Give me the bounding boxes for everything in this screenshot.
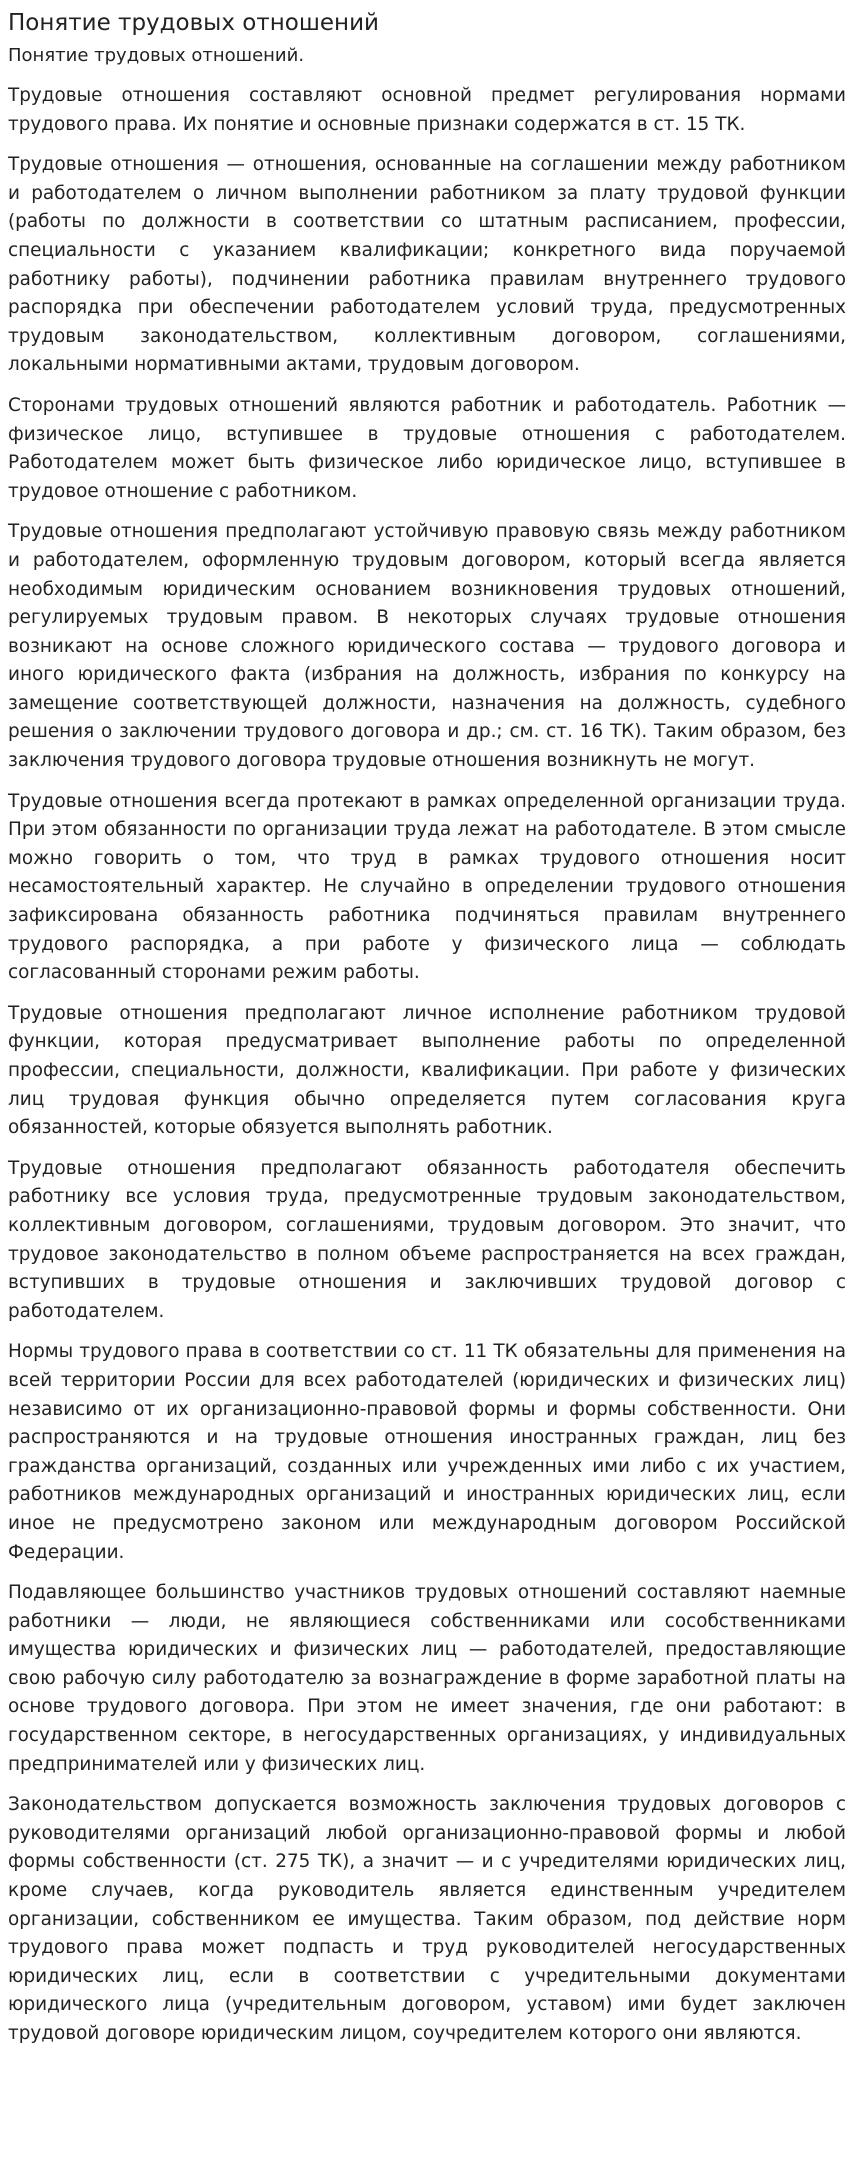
paragraph-9: Подавляющее большинство участников трудовых отношений составляют наемные работники — люди, не являющиеся собственниками или сособственниками имущества юридических и физических лиц — работодателей, предоставляющие свою рабочую силу работодателю за вознаграждение в форме заработной платы на основе трудового договора. При этом не имеет значения, где они работают: в государственном секторе, в негосударственных организациях, у индивидуальных предпринимателей или у физических лиц. (8, 1582, 846, 1775)
paragraph-3: Сторонами трудовых отношений являются работник и работодатель. Работник — физическое лицо, вступившее в трудовые отношения с работодателем. Работодателем может быть физическое либо юридическое лицо, вступившее в трудовое отношение с работником. (8, 394, 846, 502)
paragraph-5: Трудовые отношения всегда протекают в рамках определенной организации труда. При этом обязанности по организации труда лежат на работодателе. В этом смысле можно говорить о том, что труд в рамках трудового отношения носит несамостоятельный характер. Не случайно в определении трудового отношения зафиксирована обязанность работника подчиняться правилам внутреннего трудового распорядка, а при работе у физического лица — соблюдать согласованный сторонами режим работы. (8, 790, 846, 984)
paragraph-4: Трудовые отношения предполагают устойчивую правовую связь между работником и работодателем, оформленную трудовым договором, который всегда является необходимым юридическим основанием возникновения трудовых отношений, регулируемых трудовым правом. В некоторых случаях трудовые отношения возникают на основе сложного юридического состава — трудового договора и иного юридического факта (избрания на должность, избрания по конкурсу на замещение соответствующей должности, назначения на должность, судебного решения о заключении трудового договора и др.; см. ст. 16 ТК). Таким образом, без заключения трудового договора трудовые отношения возникнуть не могут. (8, 521, 846, 772)
page-title: Понятие трудовых отношений (8, 10, 379, 36)
article-lead: Понятие трудовых отношений. (8, 45, 305, 66)
paragraph-7: Трудовые отношения предполагают обязанность работодателя обеспечить работнику все условия труда, предусмотренные трудовым законодательством, коллективным договором, соглашениями, трудовым договором. Это значит, что трудовое законодательство в полном объеме распространяется на всех граждан, вступивших в трудовые отношения и заключивших трудовой договор с работодателем. (8, 1157, 846, 1322)
paragraph-6: Трудовые отношения предполагают личное исполнение работником трудовой функции, которая предусматривает выполнение работы по определенной профессии, специальности, должности, квалификации. При работе у физических лиц трудовая функция обычно определяется путем согласования круга обязанностей, которые обязуется выполнять работник. (8, 1002, 846, 1139)
paragraph-1: Трудовые отношения составляют основной предмет регулирования нормами трудового права. Их понятие и основные признаки содержатся в ст. 15 ТК. (8, 85, 846, 135)
paragraph-2: Трудовые отношения — отношения, основанные на соглашении между работником и работодателем о личном выполнении работником за плату трудовой функции (работы по должности в соответствии со штатным расписанием, профессии, специальности с указанием квалификации; конкретного вида поручаемой работнику работы), подчинении работника правилам внутреннего трудового распорядка при обеспечении работодателем условий труда, предусмотренных трудовым законодательством, коллективным договором, соглашениями, локальными нормативными актами, трудовым договором. (8, 154, 846, 376)
paragraph-10: Законодательством допускается возможность заключения трудовых договоров с руководителями организаций любой организационно-правовой формы и любой формы собственности (ст. 275 ТК), а значит — и с учредителями юридических лиц, кроме случаев, когда руководитель является единственным учредителем организации, собственником ее имущества. Таким образом, под действие норм трудового права может подпасть и труд руководителей негосударственных юридических лиц, если в соответствии с учредительными документами юридического лица (учредительным договором, уставом) ими будет заключен трудовой договоре юридическим лицом, соучредителем которого они являются. (8, 1794, 846, 2044)
paragraph-8: Нормы трудового права в соответствии со ст. 11 ТК обязательны для применения на всей территории России для всех работодателей (юридических и физических лиц) независимо от их организационно-правовой формы и формы собственности. Они распространяются и на трудовые отношения иностранных граждан, лиц без гражданства организаций, созданных или учрежденных ими либо с их участием, работников международных организаций и иностранных юридических лиц, если иное не предусмотрено законом или международным договором Российской Федерации. (8, 1341, 846, 1563)
